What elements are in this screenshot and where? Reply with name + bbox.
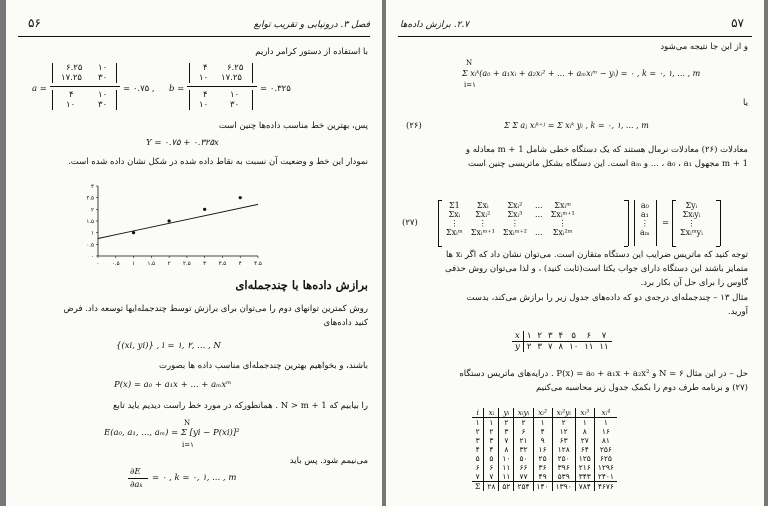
matrix-entry: ⋮ xyxy=(478,219,487,228)
table-sum-cell: ۴۶۷۶ xyxy=(594,482,617,492)
table-cell: ۶۳ xyxy=(552,436,575,445)
data-point xyxy=(168,219,171,222)
x-tick-label: ۴ xyxy=(238,261,242,267)
running-header: فصل ۳. درونیابی و تقریب توابع xyxy=(253,20,370,30)
matrix-entry: Σxᵢ xyxy=(476,201,489,210)
partial-denominator: ∂aₖ xyxy=(130,480,143,490)
table-cell: ۲۴۰۱ xyxy=(594,472,617,482)
table-cell: ۷ xyxy=(484,472,499,482)
table-cell: ۳ xyxy=(484,436,499,445)
data-point xyxy=(132,231,135,234)
table-cell: ۸۱ xyxy=(594,436,617,445)
x-label: x xyxy=(512,331,523,342)
y-value: ۱۱ xyxy=(599,342,609,352)
polynomial-formula: P(x) = a₀ + a₁x + ... + aₘxᵐ xyxy=(114,380,232,390)
example-data-table xyxy=(512,331,612,352)
paragraph-1-line-1: روش کمترین توانهای دوم را می‌توان برای برازش توسط چندجمله‌ایها توسعه داد. فرض xyxy=(63,304,368,314)
table-cell: ۳۶ xyxy=(533,463,552,472)
table-header: i xyxy=(472,408,484,418)
normal-paragraph-line-2: m + 1 مجهول a₀ ، a₁ ، ... و aₘ است. این دستگاه بشکل ماتریسی چنین است xyxy=(468,159,748,169)
matrix-entry: ... xyxy=(534,228,543,237)
x-tick-label: ۰ xyxy=(96,261,100,267)
paragraph-2: باشند، و بخواهیم بهترین چندجمله‌ای مناسب داده ها بصورت xyxy=(159,361,368,371)
table-cell: ۱۱ xyxy=(499,463,514,472)
table-cell: ۲ xyxy=(514,418,533,428)
table-cell: ۱۲ xyxy=(552,427,575,436)
sum-upper-limit: N xyxy=(184,419,191,427)
solution-line-2: (۲۷) و برنامه طرف دوم را بکمک جدول زیر محاسبه می‌کنیم xyxy=(536,383,748,393)
y-tick-label: ۲.۵ xyxy=(86,195,94,202)
equation-27-label: (۲۷) xyxy=(402,218,418,228)
table-cell: ۱ xyxy=(475,418,480,427)
table-cell: ۱۲۹۶ xyxy=(594,463,617,472)
table-sum-cell: ۵۲ xyxy=(499,482,514,492)
note-line-1: توجه کنید که ماتریس ضرایب این دستگاه متقارن است. می‌توان نشان داد که اگر xᵢ ها xyxy=(445,250,748,260)
left-page: ۵۶ فصل ۳. درونیابی و تقریب توابع با استفاده از دستور کرامر داریم a = ۶.۲۵ ۱۰ ۱۷.۲۵ ۳۰ ۴ ۱۰ ۱۰ ۳۰ = ۰.۷۵ , b = ۴ ۶.۲۵ ۱۰ ۱۷.۲۵ ۴ ۱۰ ۱۰ ۳۰ = ۰.۳۲۵ پس، بهترین خط مناسب داده‌ها چنین است Y = ۰.۷۵ + ۰.۳۲۵x نمودار این خط و وضعیت آن نسبت به نقاط داده شده در شکل نشان داده شده است. ۰ ۰.۵ ۱ ۱.۵ ۲ ۲.۵ ۳ ۳.۵ ۴ ۴.۵ ۰ ۰.۵ ۱ ۱.۵ ۲ ۲.۵ ۳ برازش داده‌ها با چندجمله‌ای روش کمترین توانهای دوم را می‌توان برای برازش توسط چندجمله‌ایها توسعه داد. فرض کنید داده‌های {(xi, yi)} , i = ۱, ۲, ... , N باشند، و بخواهیم بهترین چندجمله‌ای مناسب داده ها بصورت P(x) = a₀ + a₁x + ... + aₘxᵐ را بیابیم که N > m + 1 . همانطورکه در مورد خط راست دیدیم باید تابع N E(a₀, a₁, ..., aₘ) = Σ [yi − P(xi)]² i=۱ می‌نیمم شود. پس باید ∂E ∂aₖ = ۰ , k = ۰, ۱, ... , m xyxy=(6,0,382,506)
table-cell: ۱۶ xyxy=(594,427,617,436)
best-line-equation: Y = ۰.۷۵ + ۰.۳۲۵x xyxy=(146,138,219,148)
note-line-2: متمایز باشند این دستگاه دارای جواب یکتا است(ثابت کنید) ، و لذا می‌توان روش حذفی xyxy=(445,264,748,274)
table-cell: ۹ xyxy=(533,436,552,445)
intro-text: با استفاده از دستور کرامر داریم xyxy=(255,47,368,57)
table-cell: ۱ xyxy=(594,418,617,428)
table-sum-cell: Σ xyxy=(472,482,484,492)
table-sum-cell: ۷۸۴ xyxy=(575,482,594,492)
table-sum-cell: ۱۳۹۰ xyxy=(552,482,575,492)
x-tick-label: ۳.۵ xyxy=(218,261,227,267)
table-sum-cell: ۲۵۴ xyxy=(514,482,533,492)
table-cell: ۴ xyxy=(484,445,499,454)
best-line-text: پس، بهترین خط مناسب داده‌ها چنین است xyxy=(218,121,368,131)
sum-lower-limit: i=۱ xyxy=(182,441,194,449)
table-header: xᵢ³ xyxy=(575,408,594,418)
note-line-3: گاوس را برای حل آن بکار برد. xyxy=(640,278,748,288)
matrix-entry: Σxᵢ³ xyxy=(507,210,523,219)
table-cell: ۲۱۶ xyxy=(575,463,594,472)
table-header: xᵢ² xyxy=(533,408,552,418)
y-value: ۲ xyxy=(526,342,532,352)
table-cell: ۲ xyxy=(484,427,499,436)
partial-numerator: ∂E xyxy=(130,467,141,477)
x-tick-label: ۲.۵ xyxy=(183,261,191,267)
table-cell: ۶ xyxy=(514,427,533,436)
table-cell: ۶ xyxy=(475,463,480,472)
table-cell: ۱۲۸ xyxy=(552,445,575,454)
y-value: ۳ xyxy=(537,342,542,352)
fit-line xyxy=(98,204,258,238)
y-tick-label: ۰ xyxy=(91,254,94,260)
table-cell: ۱ xyxy=(575,418,594,428)
table-cell: ۶ xyxy=(484,463,499,472)
table-cell: ۱ xyxy=(533,418,552,428)
data-set-formula: {(xi, yi)} , i = ۱, ۲, ... , N xyxy=(116,341,221,351)
table-cell: ۵ xyxy=(484,454,499,463)
x-tick-label: ۰.۵ xyxy=(111,261,120,267)
table-cell: ۷ xyxy=(475,472,480,481)
x-value: ۴ xyxy=(556,331,567,342)
section-title: برازش داده‌ها با چندجمله‌ای xyxy=(235,278,368,292)
y-value: ۷ xyxy=(547,342,553,352)
normal-sum-equation: Σ xᵢᵏ(a₀ + a₁xᵢ + a₂xᵢ² + ... + aₘxᵢᵐ − yᵢ) = ۰ , k = ۰, ۱, ... , m xyxy=(462,69,701,78)
table-header: xᵢ²yᵢ xyxy=(552,408,575,418)
x-value: ۷ xyxy=(596,331,611,342)
matrix-entry: ⋮ xyxy=(450,219,459,228)
graph-caption: نمودار این خط و وضعیت آن نسبت به نقاط داده شده در شکل نشان داده شده است. xyxy=(68,157,368,167)
x-value: ۶ xyxy=(581,331,596,342)
unknown-entry: a₁ xyxy=(640,210,649,219)
sum-upper-limit: N xyxy=(466,59,473,67)
table-header: xᵢ xyxy=(484,408,499,418)
intro-text: و از این جا نتیجه می‌شود xyxy=(660,42,748,52)
table-cell: ۴ xyxy=(533,427,552,436)
sum-lower-limit: i=۱ xyxy=(464,81,476,89)
table-cell: ۴ xyxy=(475,445,480,454)
table-cell: ۵ xyxy=(475,454,480,463)
x-tick-label: ۲ xyxy=(167,261,171,267)
table-cell: ۲۵ xyxy=(533,454,552,463)
cramer-a-result: = ۰.۷۵ , xyxy=(123,84,155,94)
x-value: ۲ xyxy=(534,331,545,342)
table-cell: ۷۷ xyxy=(514,472,533,482)
unknown-entry: aₘ xyxy=(640,228,650,237)
paragraph-4: می‌نیمم شود. پس باید xyxy=(289,456,368,466)
rhs-entry: Σyᵢ xyxy=(685,201,698,210)
table-cell: ۱۲۵ xyxy=(575,454,594,463)
table-cell: ۱۰ xyxy=(499,454,514,463)
table-cell: ۶۶ xyxy=(514,463,533,472)
table-cell: ۱ xyxy=(484,418,499,428)
table-cell: ۸ xyxy=(499,445,514,454)
cramer-b-result: = ۰.۳۲۵ xyxy=(260,84,291,94)
data-point xyxy=(239,196,242,199)
fit-line-chart xyxy=(76,180,266,270)
matrix-entry: ... xyxy=(534,201,543,210)
table-cell: ۳ xyxy=(499,427,514,436)
error-function: E(a₀, a₁, ..., aₘ) = Σ [yi − P(xi)]² xyxy=(104,428,240,438)
equation-26: Σ Σ aⱼ xᵢᵏ⁺ʲ = Σ xᵢᵏ yᵢ , k = ۰, ۱, ... , m xyxy=(504,121,649,130)
running-header: ۲.۷. برازش داده‌ها xyxy=(400,20,470,30)
x-tick-label: ۱.۵ xyxy=(147,261,156,267)
matrix-entry: ⋮ xyxy=(510,219,519,228)
example-line-2: آورید. xyxy=(727,307,748,317)
table-header: xᵢyᵢ xyxy=(514,408,533,418)
table-header: yᵢ xyxy=(499,408,514,418)
table-cell: ۲ xyxy=(552,418,575,428)
y-tick-label: ۳ xyxy=(91,184,94,190)
matrix-entry: Σxᵢᵐ xyxy=(554,201,571,210)
page-number: ۵۶ xyxy=(28,16,41,30)
normal-paragraph-line-1: معادلات (۲۶) معادلات نرمال هستند که یک دستگاه خطی شامل m + 1 معادله و xyxy=(465,145,748,155)
table-cell: ۶۲۵ xyxy=(594,454,617,463)
paragraph-1-line-2: کنید داده‌های xyxy=(323,318,368,328)
table-cell: ۲۷ xyxy=(575,436,594,445)
matrix-entry: Σxᵢ xyxy=(448,210,461,219)
table-cell: ۲ xyxy=(475,427,480,436)
y-tick-label: ۲ xyxy=(91,207,94,214)
data-point xyxy=(203,208,206,211)
page-number: ۵۷ xyxy=(731,16,744,30)
cramer-a-label: a = xyxy=(32,84,47,94)
table-sum-cell: ۱۴۰ xyxy=(533,482,552,492)
table-cell: ۵۳۹ xyxy=(552,472,575,482)
rhs-entry: Σxᵢᵐyᵢ xyxy=(680,228,703,237)
solution-line-1: حل – در این مثال N = ۶ و P(x) = a₀ + a₁x + a₂x² . درایه‌های ماتریس دستگاه xyxy=(459,369,748,379)
table-cell: ۳۴۳ xyxy=(575,472,594,482)
x-tick-label: ۳ xyxy=(203,261,207,267)
matrix-entry: Σ1 xyxy=(448,201,460,210)
y-value: ۱۱ xyxy=(584,342,594,352)
table-cell: ۵۰ xyxy=(514,454,533,463)
matrix-entry: Σxᵢᵐ⁺² xyxy=(502,228,527,237)
unknown-entry: a₀ xyxy=(640,201,649,210)
matrix-entry xyxy=(531,219,547,228)
matrix-entry: Σxᵢᵐ⁺¹ xyxy=(470,228,495,237)
table-cell: ۶۴ xyxy=(575,445,594,454)
partial-equation: = ۰ , k = ۰, ۱, ... , m xyxy=(152,473,237,483)
right-page: ۲.۷. برازش داده‌ها ۵۷ و از این جا نتیجه می‌شود N Σ xᵢᵏ(a₀ + a₁xᵢ + a₂xᵢ² + ... + aₘxᵢᵐ − yᵢ) = ۰ , k = ۰, ۱, ... , m i=۱ یا Σ Σ aⱼ xᵢᵏ⁺ʲ = Σ xᵢᵏ yᵢ , k = ۰, ۱, ... , m (۲۶) معادلات (۲۶) معادلات نرمال هستند که یک دستگاه خطی شامل m + 1 معادله و m + 1 مجهول a₀ ، a₁ ، ... و aₘ است. این دستگاه بشکل ماتریسی چنین است Σ1 Σxᵢ Σxᵢ² ... Σxᵢᵐ Σxᵢ Σxᵢ² Σxᵢ³ ... Σxᵢᵐ⁺¹ ⋮ ⋮ ⋮ ⋮ Σxᵢᵐ Σxᵢᵐ⁺¹ Σxᵢᵐ⁺² ... Σxᵢ²ᵐ a₀ a₁ ⋮ aₘ = Σyᵢ Σxᵢyᵢ ⋮ Σxᵢᵐyᵢ (۲۷) توجه کنید که ماتریس ضرایب این دستگاه متقارن است. می‌توان نشان داد که اگر xᵢ ها متمایز باشند این دستگاه دارای جواب یکتا است(ثابت کنید) ، و لذا می‌توان روش حذفی گاوس را برای حل آن بکار برد. مثال ۱۳ – چندجمله‌ای درجه‌ی دو که داده‌های جدول زیر را برازش می‌کند، بدست آورید. x ۱ ۲ ۳ ۴ ۵ ۶ ۷ y ۲ ۳ ۷ ۸ ۱۰ ۱۱ ۱۱ حل – در این مثال N = ۶ و P(x) = a₀ + a₁x + a₂x² . درایه‌های ماتریس دستگاه (۲۷) و برنامه طرف دوم را بکمک جدول زیر محاسبه می‌کنیم i xᵢ yᵢ xᵢyᵢ xᵢ² xᵢ²yᵢ xᵢ³ xᵢ⁴ ۱ ۱ ۲ ۲ ۱ ۲ ۱ ۱ ۲ ۲ ۳ ۶ ۴ ۱۲ ۸ ۱۶ ۳ ۳ ۷ ۲۱ ۹ ۶۳ ۲۷ ۸۱ ۴ ۴ ۸ ۳۲ ۱۶ ۱۲۸ ۶۴ ۲۵۶ ۵ ۵ ۱۰ ۵۰ ۲۵ ۲۵۰ ۱۲۵ ۶۲۵ ۶ ۶ ۱۱ ۶۶ ۳۶ ۳۹۶ ۲۱۶ ۱۲۹۶ ۷ ۷ ۱۱ ۷۷ ۴۹ ۵۳۹ ۳۴۳ ۲۴۰۱ Σ ۲۸ ۵۲ ۲۵۴ ۱۴۰ ۱۳۹۰ ۷۸۴ ۴۶۷۶ xyxy=(386,0,764,506)
equation-26-label: (۲۶) xyxy=(406,121,422,131)
table-cell: ۲۱ xyxy=(514,436,533,445)
ya-text: یا xyxy=(743,98,748,108)
x-value: ۱ xyxy=(523,331,534,342)
x-tick-label: ۴.۵ xyxy=(254,261,262,267)
table-cell: ۳ xyxy=(475,436,480,445)
x-value: ۳ xyxy=(545,331,556,342)
matrix-entry: ⋮ xyxy=(558,219,567,228)
table-cell: ۲۵۶ xyxy=(594,445,617,454)
x-value: ۵ xyxy=(566,331,581,342)
rhs-entry: Σxᵢyᵢ xyxy=(682,210,701,219)
paragraph-3: را بیابیم که N > m + 1 . همانطورکه در مورد خط راست دیدیم باید تابع xyxy=(113,401,368,411)
unknown-entry: ⋮ xyxy=(640,219,649,228)
y-tick-label: ۰.۵ xyxy=(86,242,94,249)
x-tick-label: ۱ xyxy=(132,261,136,267)
matrix-entry: Σxᵢ² xyxy=(507,201,523,210)
table-sum-cell: ۲۸ xyxy=(484,482,499,492)
rhs-entry: ⋮ xyxy=(687,219,696,228)
table-cell: ۴۹ xyxy=(533,472,552,482)
table-cell: ۳۲ xyxy=(514,445,533,454)
y-tick-label: ۱ xyxy=(91,230,94,237)
table-cell: ۲۵۰ xyxy=(552,454,575,463)
matrix-entry: Σxᵢ²ᵐ xyxy=(552,228,573,237)
table-header: xᵢ⁴ xyxy=(594,408,617,418)
table-cell: ۳۹۶ xyxy=(552,463,575,472)
cramer-b-label: b = xyxy=(169,84,185,94)
matrix-entry: ... xyxy=(534,210,543,219)
matrix-entry: Σxᵢᵐ⁺¹ xyxy=(550,210,575,219)
matrix-entry: Σxᵢᵐ xyxy=(446,228,463,237)
matrix-entry: Σxᵢ² xyxy=(475,210,491,219)
y-label: y xyxy=(512,342,523,353)
table-cell: ۷ xyxy=(499,436,514,445)
example-line-1: مثال ۱۳ – چندجمله‌ای درجه‌ی دو که داده‌های جدول زیر را برازش می‌کند، بدست xyxy=(466,293,748,303)
y-tick-label: ۱.۵ xyxy=(86,219,94,225)
table-cell: ۲ xyxy=(499,418,514,428)
table-cell: ۱۶ xyxy=(533,445,552,454)
y-value: ۸ xyxy=(558,342,564,352)
y-value: ۱۰ xyxy=(569,342,579,352)
table-cell: ۱۱ xyxy=(499,472,514,482)
computation-table xyxy=(472,408,617,491)
table-cell: ۸ xyxy=(575,427,594,436)
